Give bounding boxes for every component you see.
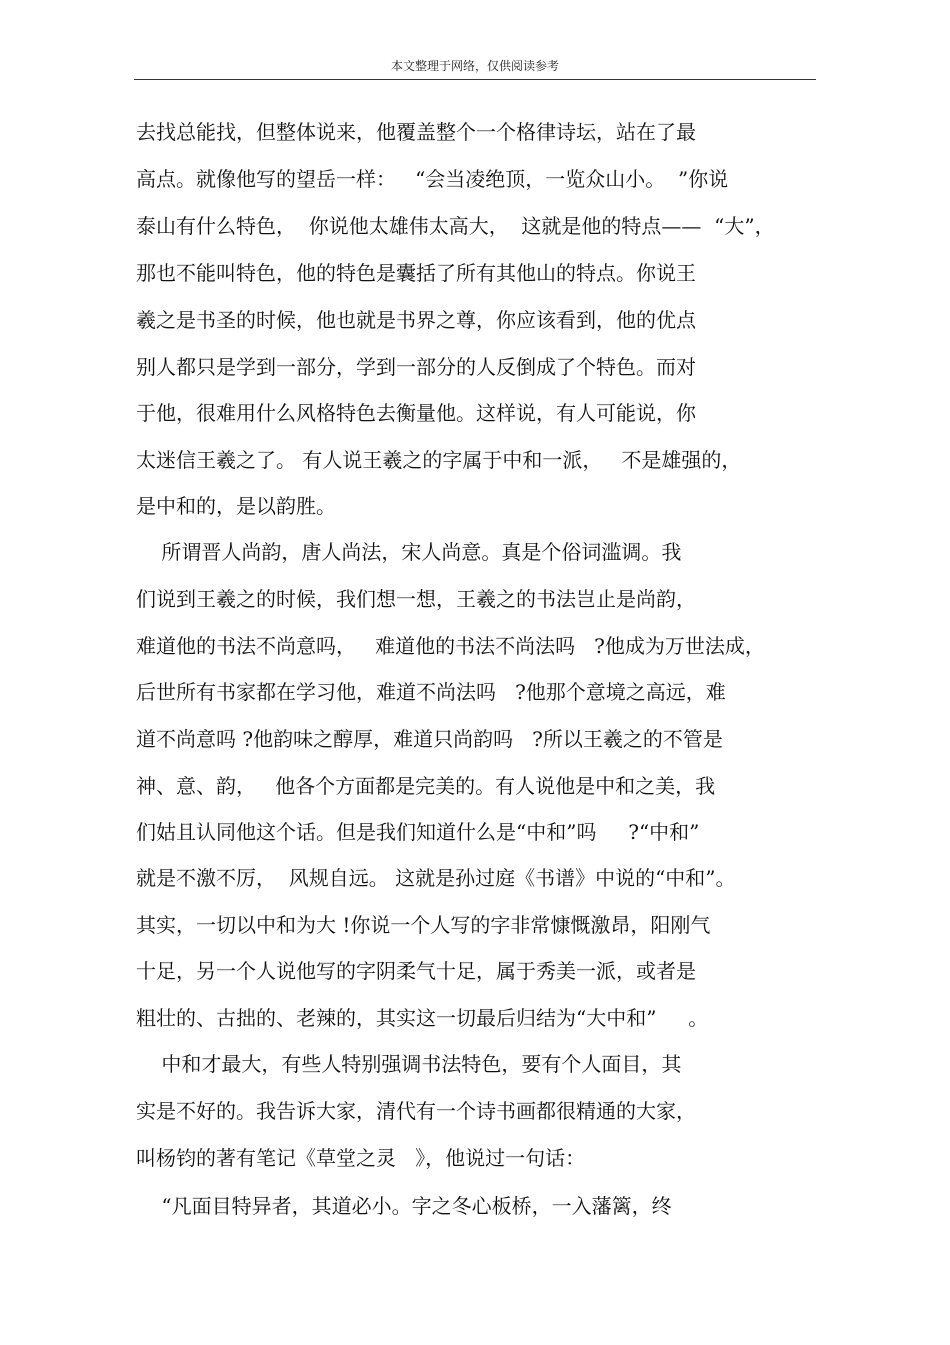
text-line: 泰山有什么特色， 你说他太雄伟太高大， 这就是他的特点—— “大”， [136, 214, 775, 238]
text-line: 实是不好的。我告诉大家，清代有一个诗书画都很精通的大家， [136, 1099, 696, 1123]
text-line: 叫杨钧的著有笔记《草堂之灵 》，他说过一句话： [136, 1146, 586, 1170]
text-line: 其实，一切以中和为大 !你说一个人写的字非常慷慨激昂，阳刚气 [136, 913, 711, 937]
text-line: 后世所有书家都在学习他，难道不尚法吗 ?他那个意境之高远，难 [136, 680, 726, 704]
header-note: 本文整理于网络，仅供阅读参考 [390, 59, 559, 73]
text-line: 太迷信王羲之了。 有人说王羲之的字属于中和一派， 不是雄强的， [136, 448, 742, 472]
text-line: 去找总能找，但整体说来，他覆盖整个一个格律诗坛，站在了最 [136, 120, 696, 144]
text-line: 中和才最大，有些人特别强调书法特色，要有个人面目，其 [136, 1052, 682, 1076]
text-line: 神、意、韵， 他各个方面都是完美的。有人说他是中和之美，我 [136, 774, 716, 798]
text-line: 道不尚意吗 ?他韵味之醇厚，难道只尚韵吗 ?所以王羲之的不管是 [136, 727, 723, 751]
header-divider [134, 79, 816, 80]
text-line: 是中和的，是以韵胜。 [136, 494, 336, 518]
text-line: 就是不激不厉， 风规自远。 这就是孙过庭《书谱》中说的“中和”。 [136, 866, 736, 890]
text-line: 粗壮的、古拙的、老辣的，其实这一切最后归结为“大中和” 。 [136, 1006, 709, 1030]
text-line: 们姑且认同他这个话。但是我们知道什么是“中和”吗 ?“中和” [136, 820, 700, 844]
text-line: 于他，很难用什么风格特色去衡量他。这样说，有人可能说，你 [136, 401, 696, 425]
text-line: 别人都只是学到一部分，学到一部分的人反倒成了个特色。而对 [136, 355, 696, 379]
text-line: 羲之是书圣的时候，他也就是书界之尊，你应该看到，他的优点 [136, 308, 696, 332]
text-line: “凡面目特异者，其道必小。字之冬心板桥，一入藩篱，终 [136, 1194, 672, 1218]
text-line: 们说到王羲之的时候，我们想一想，王羲之的书法岂止是尚韵， [136, 587, 696, 611]
text-line: 那也不能叫特色，他的特色是囊括了所有其他山的特点。你说王 [136, 261, 696, 285]
text-line: 所谓晋人尚韵，唐人尚法，宋人尚意。真是个俗词滥调。我 [136, 540, 682, 564]
text-line: 十足，另一个人说他写的字阴柔气十足，属于秀美一派，或者是 [136, 959, 696, 983]
text-line: 难道他的书法不尚意吗， 难道他的书法不尚法吗 ?他成为万世法成， [136, 634, 765, 658]
text-line: 高点。就像他写的望岳一样： “会当凌绝顶，一览众山小。 ”你说 [136, 167, 729, 191]
